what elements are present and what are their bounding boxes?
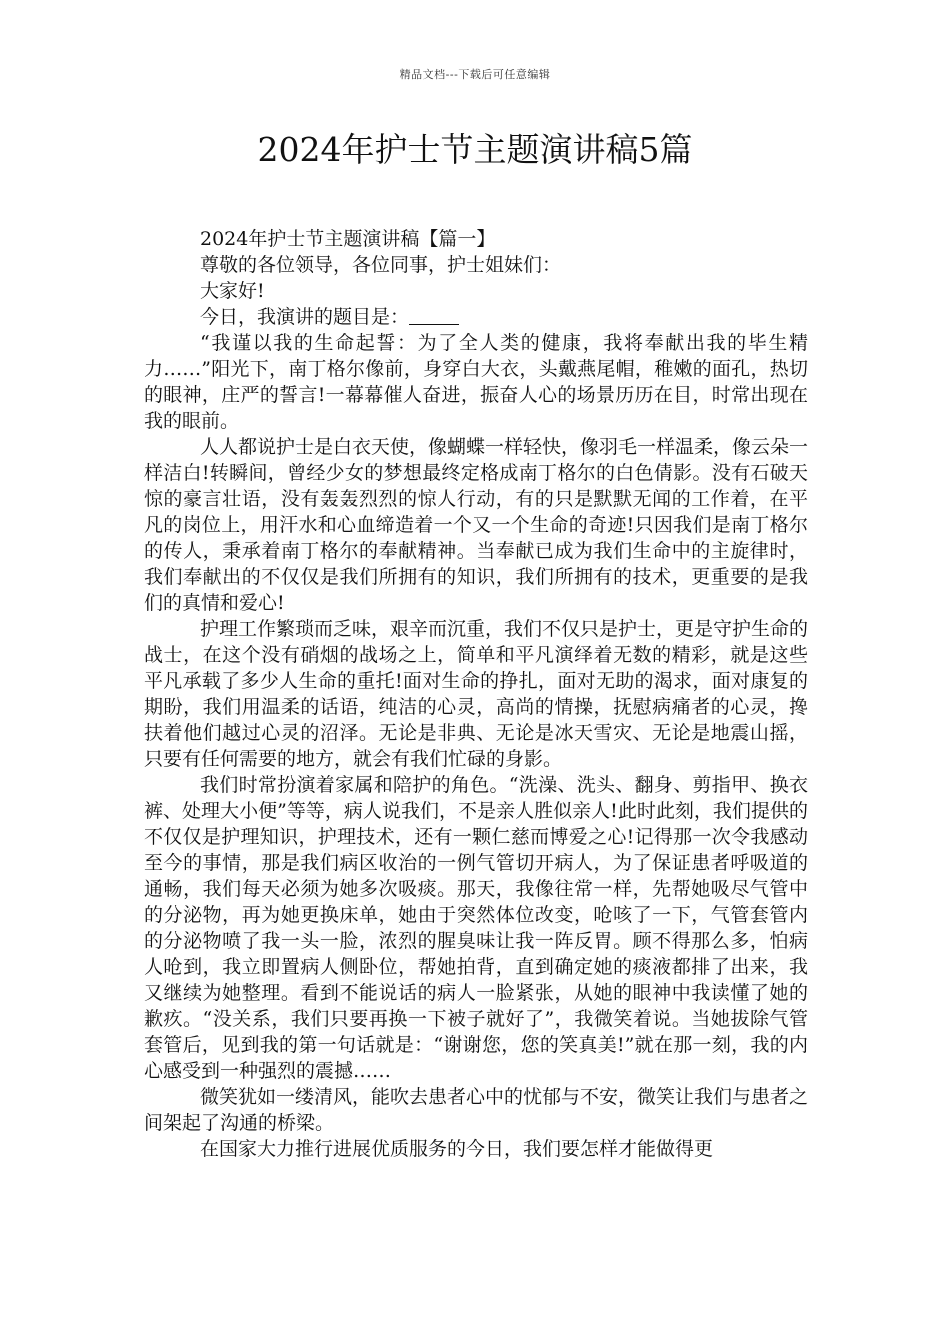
paragraph: “我谨以我的生命起誓：为了全人类的健康，我将奉献出我的毕生精力……”阳光下，南丁格尔像前，身穿白大衣，头戴燕尾帽，稚嫩的面孔，热切的眼神，庄严的誓言!一幕幕催人奋进，振奋人心的场景历历在目，时常出现在我的眼前。 (144, 332, 808, 432)
paragraph: 我们时常扮演着家属和陪护的角色。“洗澡、洗头、翻身、剪指甲、换衣裤、处理大小便”等等，病人说我们，不是亲人胜似亲人!此时此刻，我们提供的不仅仅是护理知识，护理技术，还有一颗仁慈而博爱之心!记得那一次令我感动至今的事情，那是我们病区收治的一例气管切开病人，为了保证患者呼吸道的通畅，我们每天必须为她多次吸痰。那天，我像往常一样，先帮她吸尽气管中的分泌物，再为她更换床单，她由于突然体位改变，呛咳了一下，气管套管内的分泌物喷了我一头一脸，浓烈的腥臭味让我一阵反胃。顾不得那么多，怕病人呛到，我立即置病人侧卧位，帮她拍背，直到确定她的痰液都排了出来，我又继续为她整理。看到不能说话的病人一脸紧张，从她的眼神中我读懂了她的歉疚。“没关系，我们只要再换一下被子就好了”，我微笑着说。当她拔除气管套管后，见到我的第一句话就是：“谢谢您，您的笑真美!”就在那一刻，我的内心感受到一种强烈的震撼…… (144, 774, 808, 1082)
section-subtitle: 2024年护士节主题演讲稿【篇一】 (200, 228, 496, 250)
topic-blank (409, 306, 459, 325)
salutation: 尊敬的各位领导，各位同事，护士姐妹们： (200, 254, 562, 276)
document-title: 2024年护士节主题演讲稿5篇 (257, 130, 693, 169)
paragraph: 护理工作繁琐而乏味，艰辛而沉重，我们不仅只是护士，更是守护生命的战士，在这个没有硝烟的战场之上，简单和平凡演绎着无数的精彩，就是这些平凡承载了多少人生命的重托!面对生命的挣扎，面对无助的渴求，面对康复的期盼，我们用温柔的话语，纯洁的心灵，高尚的情操，抚慰病痛者的心灵，搀扶着他们越过心灵的沼泽。无论是非典、无论是冰天雪灾、无论是地震山摇，只要有任何需要的地方，就会有我们忙碌的身影。 (144, 618, 809, 770)
topic-label: 今日，我演讲的题目是： (200, 306, 410, 328)
topic-line (144, 304, 808, 330)
document-body (144, 226, 808, 1162)
header-note: 精品文档---下载后可任意编辑 (399, 68, 551, 81)
paragraph: 人人都说护士是白衣天使，像蝴蝶一样轻快，像羽毛一样温柔，像云朵一样洁白!转瞬间，曾经少女的梦想最终定格成南丁格尔的白色倩影。没有石破天惊的豪言壮语，没有轰轰烈烈的惊人行动，有的只是默默无闻的工作着，在平凡的岗位上，用汗水和心血缔造着一个又一个生命的奇迹!只因我们是南丁格尔的传人，秉承着南丁格尔的奉献精神。当奉献已成为我们生命中的主旋律时，我们奉献出的不仅仅是我们所拥有的知识，我们所拥有的技术，更重要的是我们的真情和爱心! (144, 436, 809, 614)
paragraph: 微笑犹如一缕清风，能吹去患者心中的忧郁与不安，微笑让我们与患者之间架起了沟通的桥梁。 (144, 1086, 809, 1134)
paragraph: 在国家大力推行进展优质服务的今日，我们要怎样才能做得更 (200, 1138, 714, 1160)
greeting: 大家好! (200, 280, 265, 302)
